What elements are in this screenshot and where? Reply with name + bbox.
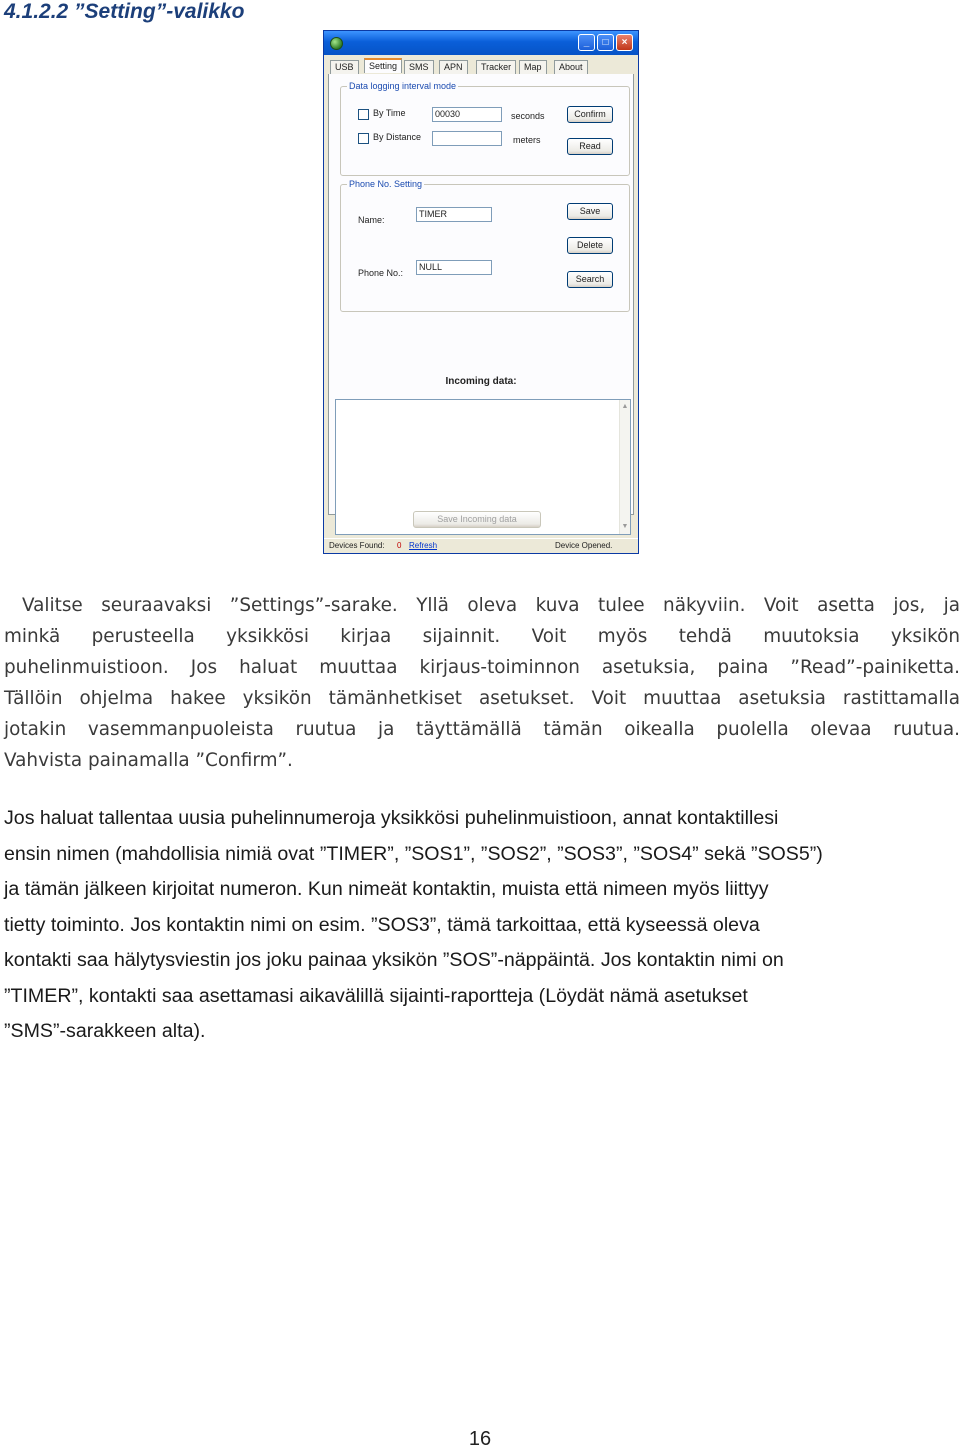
contact-name-field[interactable]: TIMER [416,207,492,222]
paragraph-phonebook [4,801,960,1050]
name-label: Name: [358,215,385,225]
by-time-checkbox[interactable] [358,109,369,120]
minimize-button[interactable]: _ [578,34,595,51]
paragraph-line: puhelinmuistioon. Jos haluat muuttaa kirjaus-toiminnon asetuksia, paina ”Read”-painiketta. [4,657,960,678]
confirm-button[interactable]: Confirm [567,106,613,123]
seconds-unit-label: seconds [511,111,545,121]
save-button[interactable]: Save [567,203,613,220]
devices-found-label: Devices Found: [329,541,385,550]
read-button[interactable]: Read [567,138,613,155]
refresh-link[interactable]: Refresh [409,541,438,550]
by-time-label: By Time [373,108,406,118]
maximize-button[interactable]: □ [597,34,614,51]
paragraph-line: kontakti saa hälytysviestin jos joku painaa yksikön ”SOS”-näppäintä. Jos kontaktin nimi on [4,949,784,971]
app-window-screenshot [323,30,639,554]
paragraph-line: Jos haluat tallentaa uusia puhelinnumeroja yksikkösi puhelinmuistioon, annat kontaktillesi [4,807,779,829]
incoming-scrollbar[interactable] [619,400,630,534]
paragraph-line: ”TIMER”, kontakti saa asettamasi aikavälillä sijainti-raportteja (Löydät nämä asetukset [4,984,748,1007]
phone-number-label: Phone No.: [358,268,404,278]
paragraph-line: jotakin vasemmanpuoleista ruutua ja täyttämällä tämän oikealla puolella olevaa ruutua. [4,719,960,740]
paragraph-line: Valitse seuraavaksi ”Settings”-sarake. Yllä oleva kuva tulee näkyviin. Voit asetta jos, ja [22,595,960,616]
device-status: Device Opened. [555,541,613,550]
tab-strip [328,58,634,75]
save-incoming-data-button[interactable]: Save Incoming data [413,511,541,528]
scroll-down-arrow-icon[interactable]: ▼ [621,523,629,530]
search-button[interactable]: Search [567,271,613,288]
paragraph-line: minkä perusteella yksikkösi kirjaa sijainnit. Voit myös tehdä muutoksia yksikön [4,626,960,647]
paragraph-line: Vahvista painamalla ”Confirm”. [4,750,293,771]
tab-setting[interactable]: Setting [364,58,402,73]
phone-group [340,179,630,312]
incoming-data-label: Incoming data: [445,376,517,387]
paragraph-line: ja tämän jälkeen kirjoitat numeron. Kun nimeät kontaktin, muista että nimeen myös liittyy [4,878,769,900]
logging-group [340,81,630,176]
logging-group-title: Data logging interval mode [349,81,457,91]
app-globe-icon [330,37,343,50]
by-distance-label: By Distance [373,132,422,142]
tab-tracker[interactable]: Tracker [476,60,516,74]
page-number: 16 [468,1428,492,1450]
close-button[interactable]: × [616,34,633,51]
time-interval-field[interactable]: 00030 [432,107,502,122]
tab-about[interactable]: About [554,60,588,74]
paragraph-line: Tällöin ohjelma hakee yksikön tämänhetkiset asetukset. Voit muuttaa asetuksia rastittamalla [4,688,960,709]
paragraph-line: ensin nimen (mahdollisia nimiä ovat ”TIMER”, ”SOS1”, ”SOS2”, ”SOS3”, ”SOS4” sekä ”SOS5”) [4,842,823,865]
meters-unit-label: meters [513,135,541,145]
status-bar [324,538,638,553]
tab-apn[interactable]: APN [439,60,468,74]
phone-group-title: Phone No. Setting [349,179,423,189]
devices-found-count: 0 [397,541,402,550]
tab-map[interactable]: Map [519,60,547,74]
distance-interval-field[interactable] [432,131,502,146]
by-distance-checkbox[interactable] [358,133,369,144]
section-heading: 4.1.2.2 ”Setting”-valikko [4,0,245,23]
tab-usb[interactable]: USB [330,60,359,74]
phone-number-field[interactable]: NULL [416,260,492,275]
paragraph-line: ”SMS”-sarakkeen alta). [4,1020,206,1042]
tab-sms[interactable]: SMS [404,60,434,74]
title-bar [324,31,638,55]
scroll-up-arrow-icon[interactable]: ▲ [621,403,629,410]
paragraph-settings-intro [4,590,960,776]
delete-button[interactable]: Delete [567,237,613,254]
paragraph-line: tietty toiminto. Jos kontaktin nimi on esim. ”SOS3”, tämä tarkoittaa, että kyseessä oleva [4,913,760,936]
